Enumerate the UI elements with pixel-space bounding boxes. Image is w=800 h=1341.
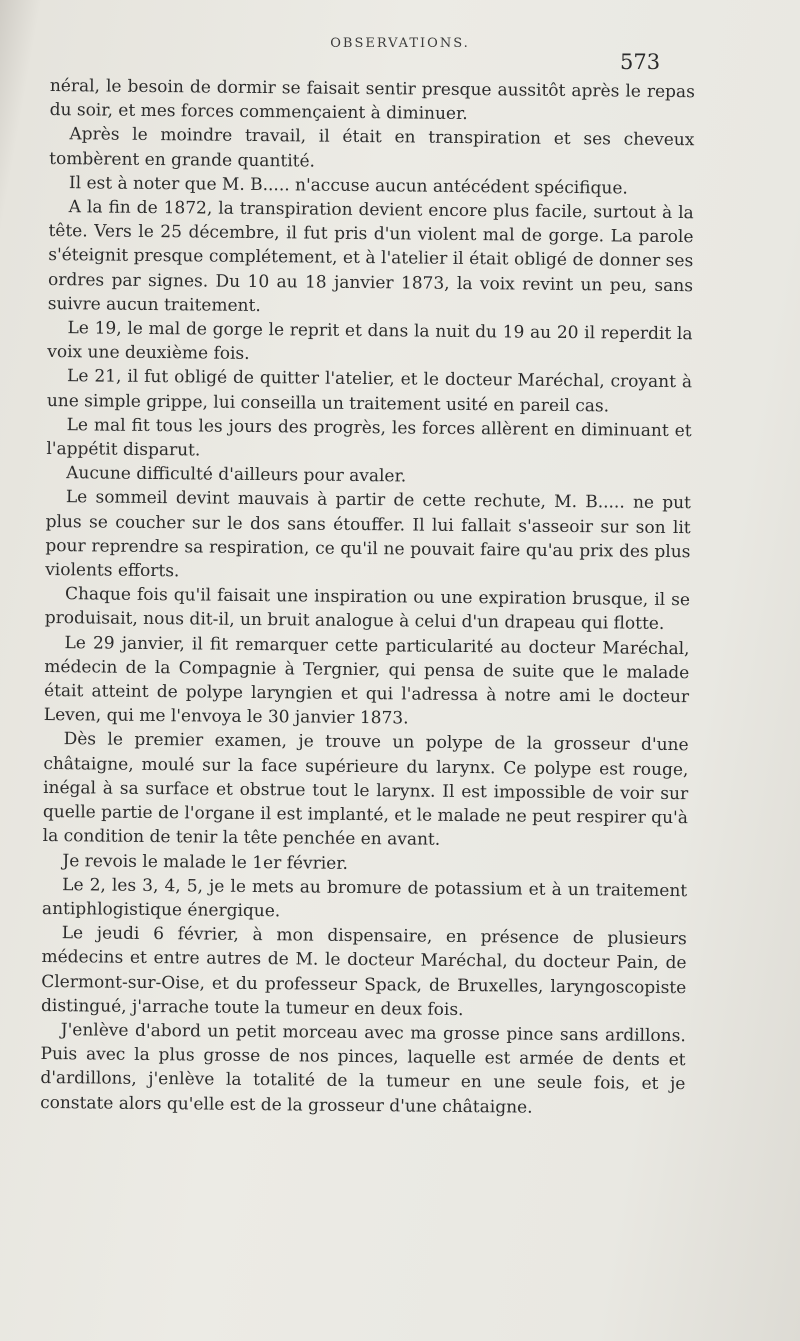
- paragraph: Le 29 janvier, il fit remarquer cette particularité au docteur Maréchal, médecin de la Compagnie à Tergnier, qui pensa de suite que le malade était atteint de polype laryngien et qui l'adressa à notre ami le docteur Leven, qui me l'envoya le 30 janvier 1873.: [43, 632, 690, 729]
- paragraph: Chaque fois qu'il faisait une inspiration ou une expiration brusque, il se produisait, nous dit-il, un bruit analogue à celui d'un drapeau qui flotte.: [44, 584, 691, 635]
- paragraph: Après le moindre travail, il était en transpiration et ses cheveux tombèrent en grande quantité.: [49, 124, 695, 172]
- paragraph: Le 2, les 3, 4, 5, je le mets au bromure de potassium et à un traitement antiphlogistique énergique.: [41, 874, 688, 922]
- body-text: [40, 74, 695, 1121]
- page-number: 573: [620, 50, 661, 74]
- paragraph: Le jeudi 6 février, à mon dispensaire, en présence de plusieurs médecins et entre autres de M. le docteur Maréchal, du docteur Pain, de Clermont-sur-Oise, et du professeur Spack, de Bruxelles, laryngoscopiste distingué, j'arrache toute la tumeur en deux fois.: [40, 923, 687, 1020]
- paragraph: Dès le premier examen, je trouve un polype de la grosseur d'une châtaigne, moulé sur la face supérieure du larynx. Ce polype est rouge, inégal à sa surface et obstrue tout le larynx. Il est impossible de voir sur quelle partie de l'organe il est implanté, et le malade ne peut respirer qu'à la condition de tenir la tête penchée en avant.: [42, 729, 689, 851]
- paragraph: Le 19, le mal de gorge le reprit et dans la nuit du 19 au 20 il reperdit la voix une deuxième fois.: [47, 318, 693, 365]
- paragraph: Aucune difficulté d'ailleurs pour avaler.: [66, 463, 407, 487]
- paragraph: Le sommeil devint mauvais à partir de cette rechute, M. B..... ne put plus se coucher sur le dos sans étouffer. Il lui fallait s'asseoir sur son lit pour reprendre sa respiration, ce qu'il ne pouvait faire qu'au prix des plus violents efforts.: [45, 487, 692, 582]
- running-head: OBSERVATIONS.: [330, 36, 470, 51]
- paragraph: J'enlève d'abord un petit morceau avec ma grosse pince sans ardillons. Puis avec la plus grosse de nos pinces, laquelle est armée de dents et d'ardillons, j'enlève la totalité de la tumeur en une seule fois, et je constate alors qu'elle est de la grosseur d'une châtaigne.: [40, 1020, 686, 1118]
- paragraph: A la fin de 1872, la transpiration devient encore plus facile, surtout à la tête. Vers le 25 décembre, il fut pris d'un violent mal de gorge. La parole s'éteignit presque complétement, et à l'atelier il était obligé de donner ses ordres par signes. Du 10 au 18 janvier 1873, la voix revint un peu, sans suivre aucun traitement.: [47, 197, 694, 316]
- paragraph: Il est à noter que M. B..... n'accuse aucun antécédent spécifique.: [68, 172, 628, 199]
- paragraph: Le mal fit tous les jours des progrès, les forces allèrent en diminuant et l'appétit disparut.: [46, 415, 692, 461]
- paragraph: Je revois le malade le 1er février.: [62, 850, 349, 874]
- paragraph: néral, le besoin de dormir se faisait sentir presque aussitôt après le repas du soir, et mes forces commençaient à diminuer.: [49, 75, 695, 125]
- paragraph: Le 21, il fut obligé de quitter l'atelier, et le docteur Maréchal, croyant à une simple grippe, lui conseilla un traitement usité en pareil cas.: [46, 366, 693, 417]
